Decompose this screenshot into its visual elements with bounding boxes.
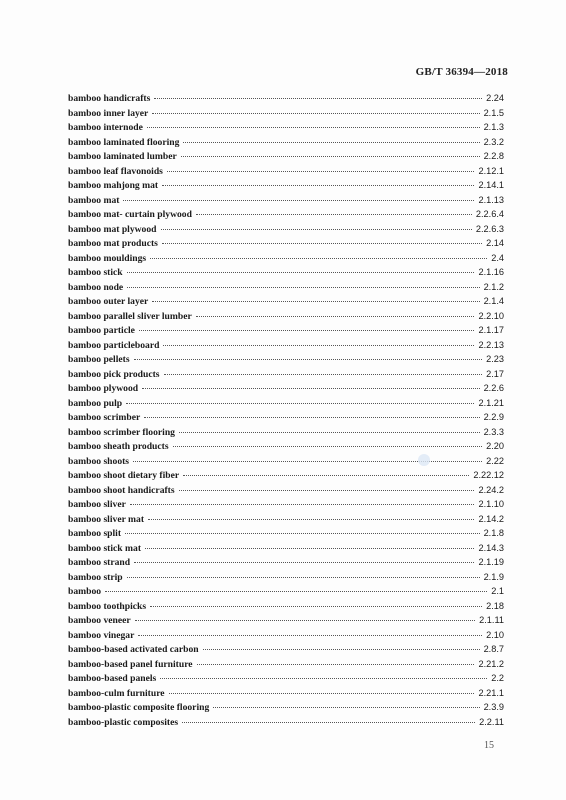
index-reference: 2.2.11 — [479, 716, 504, 727]
standard-number-header: GB/T 36394—2018 — [415, 66, 508, 78]
index-entry — [68, 137, 504, 152]
dot-leader — [162, 185, 474, 186]
index-reference: 2.2.6.4 — [475, 209, 504, 219]
index-reference: 2.1.11 — [479, 615, 504, 625]
index-reference: 2.20 — [486, 441, 504, 451]
dot-leader — [123, 200, 474, 201]
dot-leader — [173, 446, 483, 447]
index-term: bamboo plywood — [68, 383, 139, 394]
dot-leader — [150, 258, 487, 259]
index-reference: 2.14 — [486, 238, 504, 248]
index-term: bamboo handicrafts — [68, 93, 151, 104]
index-entry — [68, 122, 504, 137]
index-entry — [68, 238, 504, 253]
index-term: bamboo mahjong mat — [68, 180, 159, 191]
index-term: bamboo parallel sliver lumber — [68, 310, 192, 322]
index-reference: 2.2.8 — [483, 151, 504, 161]
index-reference: 2.14.3 — [478, 542, 504, 553]
index-term: bamboo sliver mat — [68, 513, 145, 525]
index-term: bamboo shoot dietary fiber — [68, 470, 180, 481]
index-reference: 2.1.4 — [483, 296, 504, 306]
dot-leader — [161, 229, 472, 230]
index-entry — [68, 572, 504, 587]
index-term: bamboo mat- curtain plywood — [68, 209, 192, 220]
index-term: bamboo — [68, 586, 102, 597]
index-entry — [68, 427, 504, 442]
index-term: bamboo-based activated carbon — [68, 644, 199, 655]
index-entry — [68, 586, 504, 601]
index-reference: 2.1.17 — [478, 325, 504, 335]
dot-leader — [213, 707, 479, 708]
index-term: bamboo mat — [68, 194, 120, 206]
dot-leader — [164, 374, 483, 375]
index-reference: 2.3.3 — [483, 426, 504, 437]
index-entry — [68, 543, 504, 558]
dot-leader — [138, 635, 482, 636]
index-entry — [68, 369, 504, 384]
dot-leader — [127, 577, 480, 578]
index-term: bamboo-plastic composite flooring — [68, 702, 210, 713]
dot-leader — [127, 272, 475, 273]
index-entry — [68, 354, 504, 369]
index-entry — [68, 412, 504, 427]
dot-leader — [139, 330, 475, 331]
index-term: bamboo inner layer — [68, 107, 149, 119]
index-reference: 2.17 — [486, 368, 504, 379]
index-reference: 2.3.9 — [483, 702, 504, 712]
index-entry — [68, 644, 504, 659]
index-term: bamboo node — [68, 281, 124, 293]
dot-leader — [183, 475, 469, 476]
index-reference: 2.1.5 — [483, 107, 504, 118]
dot-leader — [196, 214, 472, 215]
index-entry — [68, 630, 504, 645]
index-term: bamboo sheath products — [68, 441, 169, 452]
index-term: bamboo sliver — [68, 499, 126, 510]
index-reference: 2.1.8 — [483, 528, 504, 538]
dot-leader — [181, 156, 480, 157]
dot-leader — [152, 301, 479, 302]
index-entry — [68, 659, 504, 674]
index-reference: 2.2.13 — [478, 339, 504, 350]
index-reference: 2.1.10 — [478, 499, 504, 509]
index-entry — [68, 108, 504, 123]
index-entry — [68, 209, 504, 224]
dot-leader — [167, 171, 475, 172]
index-reference: 2.24 — [486, 93, 504, 103]
dot-leader — [135, 620, 476, 621]
index-reference: 2.1.3 — [483, 122, 504, 132]
dot-leader — [163, 345, 474, 346]
dot-leader — [160, 678, 487, 679]
index-entry — [68, 325, 504, 340]
index-entry — [68, 311, 504, 326]
index-entry — [68, 151, 504, 166]
dot-leader — [150, 606, 482, 607]
index-entry — [68, 282, 504, 297]
dot-leader — [203, 649, 480, 650]
index-term: bamboo toothpicks — [68, 600, 147, 612]
index-term: bamboo strip — [68, 571, 123, 583]
index-term: bamboo strand — [68, 557, 131, 568]
index-reference: 2.2.9 — [483, 412, 504, 422]
index-term: bamboo split — [68, 528, 122, 539]
dot-leader — [197, 664, 475, 665]
dot-leader — [179, 490, 475, 491]
dot-leader — [142, 388, 479, 389]
index-term: bamboo mat plywood — [68, 223, 157, 235]
dot-leader — [147, 127, 480, 128]
index-reference: 2.1.21 — [478, 397, 504, 408]
index-reference: 2.10 — [486, 629, 504, 640]
dot-leader — [126, 403, 474, 404]
index-reference: 2.2.10 — [478, 310, 504, 321]
index-reference: 2.24.2 — [478, 484, 504, 495]
index-term: bamboo shoots — [68, 455, 130, 467]
dot-leader — [182, 722, 475, 723]
index-reference: 2.14.2 — [478, 513, 504, 524]
index-term: bamboo-based panel furniture — [68, 658, 193, 670]
index-reference: 2.2.6 — [483, 383, 504, 393]
index-term: bamboo veneer — [68, 615, 131, 626]
index-term: bamboo stick mat — [68, 542, 142, 554]
dot-leader — [127, 287, 479, 288]
dot-leader — [154, 98, 482, 99]
dot-leader — [183, 142, 479, 143]
index-entry — [68, 673, 504, 688]
index-reference: 2.8.7 — [483, 644, 504, 654]
index-entry — [68, 499, 504, 514]
index-entry — [68, 615, 504, 630]
index-entry — [68, 601, 504, 616]
dot-leader — [148, 519, 474, 520]
index-entry — [68, 557, 504, 572]
index-reference: 2.3.2 — [483, 136, 504, 147]
index-entry — [68, 702, 504, 717]
index-term: bamboo internode — [68, 122, 143, 133]
index-entry — [68, 296, 504, 311]
index-entry — [68, 267, 504, 282]
index-entry — [68, 398, 504, 413]
index-entry — [68, 441, 504, 456]
index-term: bamboo pick products — [68, 368, 160, 380]
index-reference: 2.1.9 — [483, 571, 504, 582]
index-entry — [68, 528, 504, 543]
index-reference: 2.2.6.3 — [475, 223, 504, 234]
index-term: bamboo laminated flooring — [68, 136, 180, 148]
index-term: bamboo particleboard — [68, 339, 160, 351]
index-term: bamboo outer layer — [68, 296, 149, 307]
index-term: bamboo shoot handicrafts — [68, 484, 175, 496]
index-term: bamboo pellets — [68, 354, 130, 365]
index-entry — [68, 166, 504, 181]
index-entry — [68, 383, 504, 398]
dot-leader — [162, 243, 482, 244]
index-reference: 2.22.12 — [473, 470, 504, 480]
dot-leader — [169, 693, 475, 694]
index-entry — [68, 180, 504, 195]
index-reference: 2.12.1 — [478, 165, 504, 176]
index-entry — [68, 717, 504, 732]
dot-leader — [105, 591, 487, 592]
index-term: bamboo pulp — [68, 397, 123, 409]
page-number: 15 — [484, 740, 494, 751]
index-entry — [68, 688, 504, 703]
index-reference: 2.4 — [491, 252, 504, 263]
dot-leader — [134, 359, 483, 360]
index-reference: 2.22 — [486, 455, 504, 466]
index-reference: 2.1.2 — [483, 281, 504, 292]
dot-leader — [125, 533, 480, 534]
index-entry — [68, 485, 504, 500]
index-term: bamboo laminated lumber — [68, 151, 177, 162]
index-entry — [68, 224, 504, 239]
index-term: bamboo vinegar — [68, 629, 135, 641]
index-list — [68, 93, 504, 731]
index-entry — [68, 195, 504, 210]
index-reference: 2.1.16 — [478, 267, 504, 277]
index-entry — [68, 253, 504, 268]
index-reference: 2.1.13 — [478, 194, 504, 205]
index-term: bamboo particle — [68, 325, 135, 336]
index-reference: 2.18 — [486, 600, 504, 611]
watermark-mark — [418, 454, 430, 466]
index-entry — [68, 340, 504, 355]
dot-leader — [145, 548, 474, 549]
index-term: bamboo-culm furniture — [68, 687, 165, 699]
index-reference: 2.1 — [491, 586, 504, 596]
dot-leader — [179, 432, 480, 433]
dot-leader — [134, 562, 474, 563]
index-term: bamboo mouldings — [68, 252, 147, 264]
index-entry — [68, 470, 504, 485]
index-term: bamboo-based panels — [68, 673, 157, 684]
index-entry — [68, 514, 504, 529]
index-term: bamboo scrimber — [68, 412, 141, 423]
dot-leader — [152, 113, 479, 114]
index-reference: 2.14.1 — [478, 180, 504, 190]
dot-leader — [130, 504, 475, 505]
index-reference: 2.21.1 — [478, 687, 504, 698]
index-reference: 2.23 — [486, 354, 504, 364]
index-entry — [68, 456, 504, 471]
index-reference: 2.2 — [491, 673, 504, 683]
index-term: bamboo leaf flavonoids — [68, 165, 163, 177]
index-term: bamboo-plastic composites — [68, 716, 179, 728]
index-entry — [68, 93, 504, 108]
dot-leader — [144, 417, 479, 418]
dot-leader — [196, 316, 475, 317]
index-reference: 2.1.19 — [478, 557, 504, 567]
index-reference: 2.21.2 — [478, 658, 504, 669]
index-term: bamboo scrimber flooring — [68, 426, 175, 438]
index-term: bamboo mat products — [68, 238, 158, 249]
index-term: bamboo stick — [68, 267, 123, 278]
